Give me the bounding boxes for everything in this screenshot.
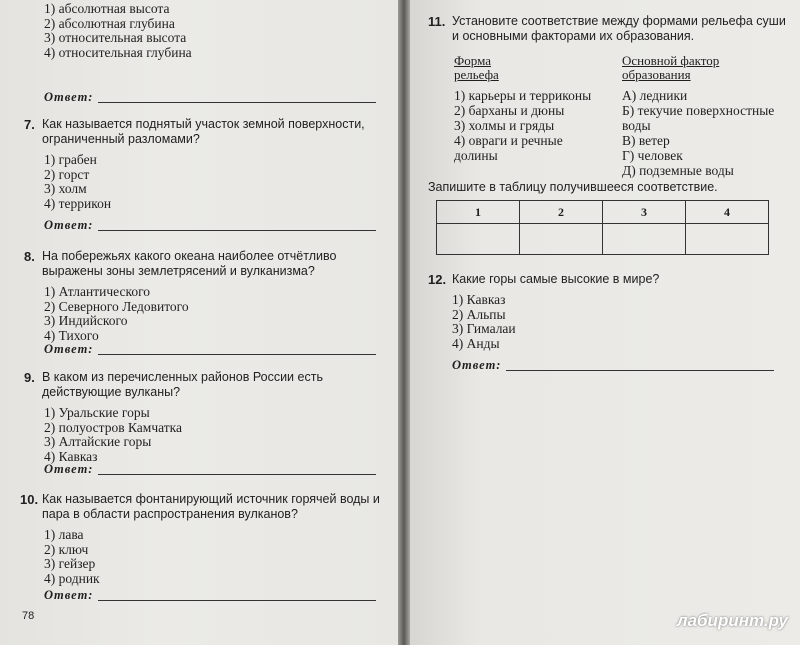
question-number: 7.: [24, 117, 35, 132]
option: 4) родник: [44, 570, 100, 586]
option: 4) Анды: [452, 335, 500, 351]
option: 4) Тихого: [44, 327, 99, 343]
answer-line[interactable]: [98, 230, 376, 231]
column-header-factor: Основной фактор образования: [622, 53, 720, 82]
option: 3) Алтайские горы: [44, 434, 152, 449]
answer-cell-4[interactable]: [686, 224, 769, 255]
book-spine: [398, 0, 410, 645]
option: 3) Гималаи: [452, 321, 516, 336]
option: 4) относительная глубина: [44, 44, 192, 60]
table-header-3: 3: [603, 201, 686, 224]
option: 3) относительная высота: [44, 30, 187, 45]
question-6: [44, 2, 384, 60]
option: 4) террикон: [44, 195, 112, 211]
column-header-form: Форма рельефа: [454, 53, 499, 82]
answer-table: [436, 200, 769, 255]
question-number: 9.: [24, 370, 35, 385]
question-10: [20, 492, 384, 586]
answer-label: Ответ:: [44, 588, 94, 602]
option: 3) гейзер: [44, 556, 96, 571]
table-header-1: 1: [437, 201, 520, 224]
factors-list: [622, 88, 782, 178]
answer-cell-3[interactable]: [603, 224, 686, 255]
question-number: 12.: [428, 272, 447, 287]
answer-label: Ответ:: [452, 358, 502, 372]
question-number: 8.: [24, 249, 35, 264]
question-11: [428, 14, 788, 44]
factor-item: Б) текучие поверхностные воды: [622, 103, 775, 133]
question-8: [24, 249, 384, 343]
factor-item: Д) подземные воды: [622, 163, 734, 178]
option: 1) Кавказ: [452, 292, 506, 307]
form-item: 4) овраги и речные долины: [454, 133, 563, 163]
left-page: [0, 0, 398, 645]
answer-label: Ответ:: [44, 90, 94, 104]
answer-line[interactable]: [98, 354, 376, 355]
page-number: 78: [22, 610, 35, 622]
option: 4) Кавказ: [44, 448, 98, 464]
question-text: Как называется поднятый участок земной поверхности, ограниченный разломами?: [42, 117, 365, 146]
answer-cell-1[interactable]: [437, 224, 520, 255]
answer-line[interactable]: [98, 600, 376, 601]
answer-line[interactable]: [506, 370, 774, 371]
option: 1) лава: [44, 527, 84, 542]
option: 2) Альпы: [452, 306, 506, 322]
option: 2) Северного Ледовитого: [44, 298, 189, 314]
option: 3) холм: [44, 181, 87, 196]
answer-line[interactable]: [98, 474, 376, 475]
option: 1) Уральские горы: [44, 405, 150, 420]
form-item: 1) карьеры и терриконы: [454, 88, 592, 103]
table-prompt: Запишите в таблицу получившееся соответствие.: [428, 180, 718, 194]
question-7: [24, 117, 384, 211]
option: 2) горст: [44, 166, 90, 182]
option: 2) полуостров Камчатка: [44, 419, 182, 435]
answer-cell-2[interactable]: [520, 224, 603, 255]
form-item: 3) холмы и гряды: [454, 118, 555, 133]
question-number: 10.: [20, 492, 39, 507]
question-text: На побережьях какого океана наиболее отчётливо выражены зоны землетрясений и вулканизма?: [42, 249, 337, 278]
factor-item: Г) человек: [622, 148, 683, 163]
answer-label: Ответ:: [44, 218, 94, 232]
question-text: Установите соответствие между формами рельефа суши и основными факторами их образования.: [452, 14, 786, 43]
watermark-logo: лабиринт.ру: [677, 611, 788, 630]
question-text: Какие горы самые высокие в мире?: [452, 272, 660, 286]
option: 1) Атлантического: [44, 284, 151, 299]
option: 2) абсолютная глубина: [44, 15, 175, 31]
option: 1) абсолютная высота: [44, 1, 170, 16]
question-9: [24, 370, 384, 464]
table-header-4: 4: [686, 201, 769, 224]
factor-item: А) ледники: [622, 88, 688, 103]
factor-item: В) ветер: [622, 133, 670, 148]
question-number: 11.: [428, 14, 446, 29]
right-page: [410, 0, 800, 645]
answer-line[interactable]: [98, 102, 376, 103]
question-text: В каком из перечисленных районов России есть действующие вулканы?: [42, 370, 323, 399]
answer-label: Ответ:: [44, 342, 94, 356]
forms-list: [454, 88, 604, 163]
option: 3) Индийского: [44, 313, 128, 328]
option: 1) грабен: [44, 152, 97, 167]
answer-label: Ответ:: [44, 462, 94, 476]
form-item: 2) барханы и дюны: [454, 103, 565, 118]
option: 2) ключ: [44, 541, 89, 557]
question-text: Как называется фонтанирующий источник горячей воды и пара в области распространения вулканов?: [42, 492, 380, 521]
table-header-2: 2: [520, 201, 603, 224]
question-12: [428, 272, 788, 351]
